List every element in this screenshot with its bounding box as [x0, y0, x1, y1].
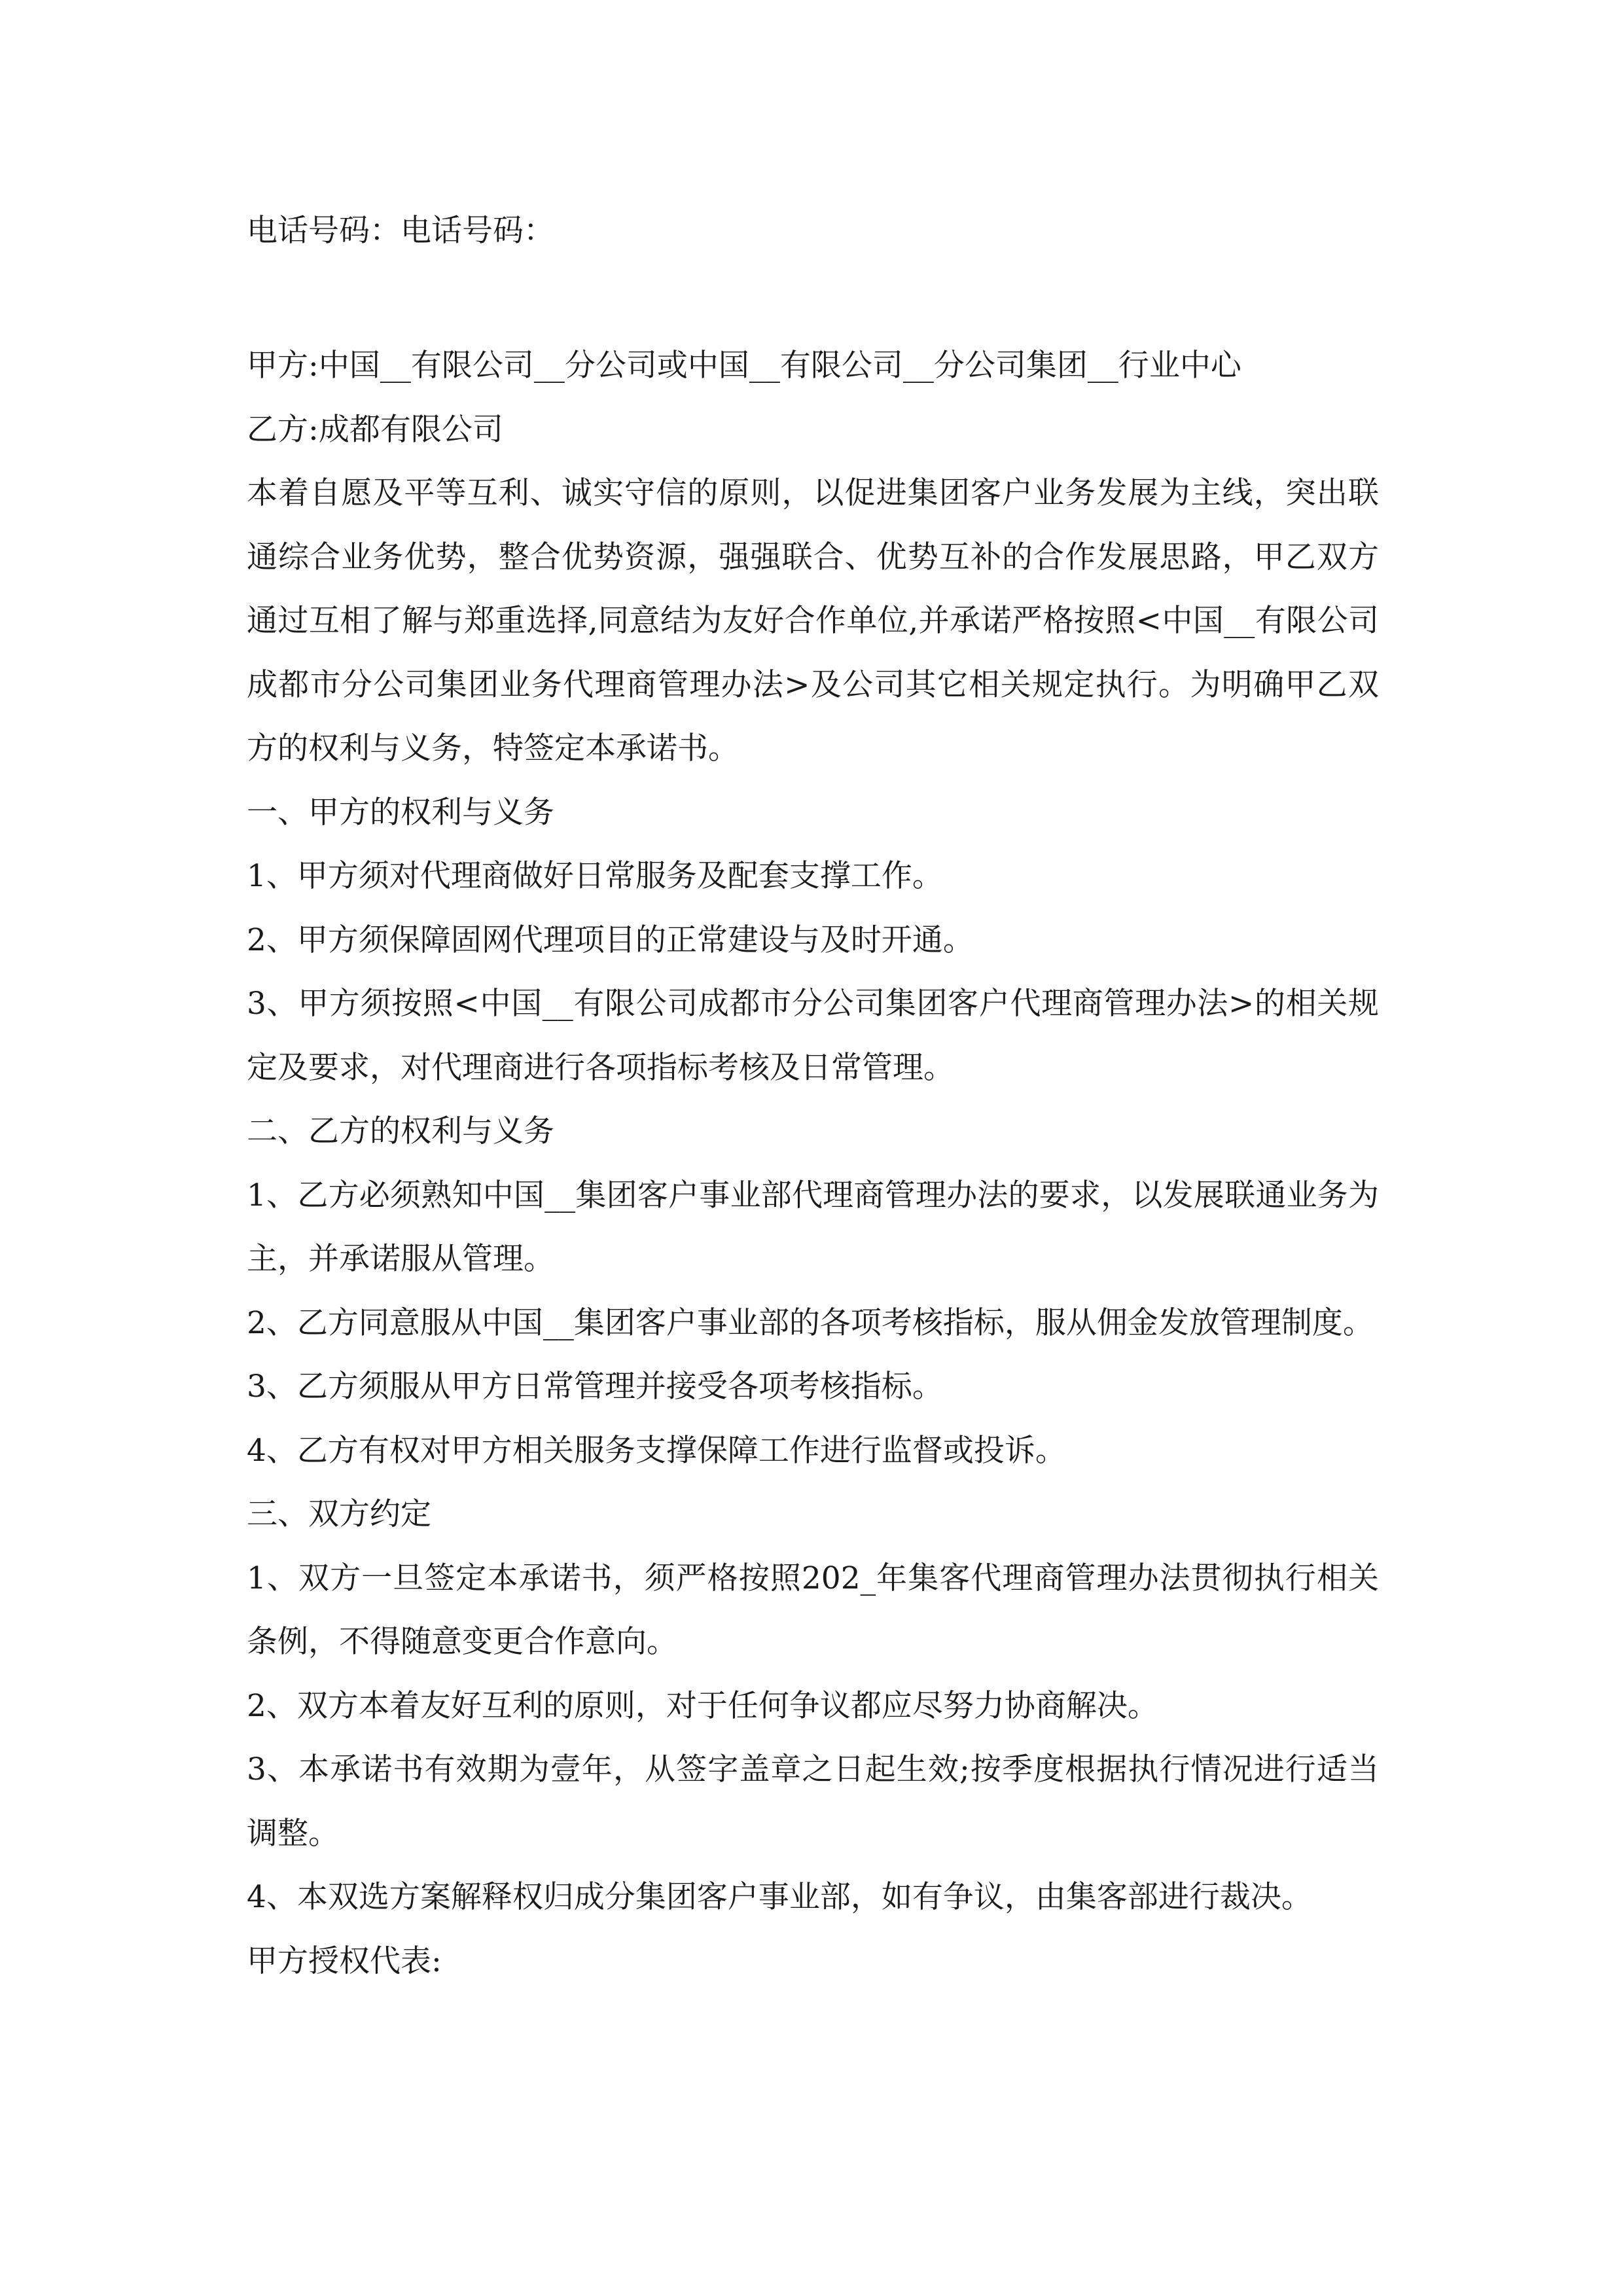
- mutual-clause-3: 3、本承诺书有效期为壹年，从签字盖章之日起生效;按季度根据执行情况进行适当调整。: [247, 1751, 1379, 1852]
- party-b-clause-1: 1、乙方必须熟知中国__集团客户事业部代理商管理办法的要求，以发展联通业务为主，并承诺服从管理。: [247, 1177, 1379, 1277]
- mutual-clause-1: 1、双方一旦签定本承诺书，须严格按照202_年集客代理商管理办法贯彻执行相关条例，不得随意变更合作意向。: [247, 1560, 1379, 1660]
- mutual-clause-4: 4、本双选方案解释权归成分集团客户事业部，如有争议，由集客部进行裁决。: [247, 1879, 1312, 1915]
- document-body: [247, 334, 1379, 1993]
- party-a-clause-3: 3、甲方须按照<中国__有限公司成都市分公司集团客户代理商管理办法>的相关规定及要求，对代理商进行各项指标考核及日常管理。: [247, 986, 1379, 1086]
- party-b-clause-2: 2、乙方同意服从中国__集团客户事业部的各项考核指标，服从佣金发放管理制度。: [247, 1304, 1374, 1341]
- section-heading-party-a: 一、甲方的权利与义务: [247, 794, 554, 831]
- phone-number-line: 电话号码：电话号码：: [247, 213, 554, 249]
- party-a-clause-1: 1、甲方须对代理商做好日常服务及配套支撑工作。: [247, 858, 943, 894]
- mutual-clause-2: 2、双方本着友好互利的原则，对于任何争议都应尽努力协商解决。: [247, 1687, 1158, 1724]
- party-a-clause-2: 2、甲方须保障固网代理项目的正常建设与及时开通。: [247, 922, 974, 958]
- party-a-representative-line: 甲方授权代表:: [247, 1943, 442, 1979]
- preamble-paragraph: 本着自愿及平等互利、诚实守信的原则，以促进集团客户业务发展为主线，突出联通综合业务优势，整合优势资源，强强联合、优势互补的合作发展思路，甲乙双方通过互相了解与郑重选择,同意结为友好合作单位,并承诺严格按照<中国__有限公司成都市分公司集团业务代理商管理办法>及公司其它相关规定执行。为明确甲乙双方的权利与义务，特签定本承诺书。: [247, 475, 1379, 766]
- party-b-clause-3: 3、乙方须服从甲方日常管理并接受各项考核指标。: [247, 1369, 943, 1405]
- section-heading-mutual: 三、双方约定: [247, 1496, 431, 1532]
- party-b-clause-4: 4、乙方有权对甲方相关服务支撑保障工作进行监督或投诉。: [247, 1432, 1066, 1469]
- party-b-line: 乙方:成都有限公司: [247, 411, 503, 448]
- party-a-line: 甲方:中国__有限公司__分公司或中国__有限公司__分公司集团__行业中心: [247, 348, 1241, 384]
- section-heading-party-b: 二、乙方的权利与义务: [247, 1113, 554, 1149]
